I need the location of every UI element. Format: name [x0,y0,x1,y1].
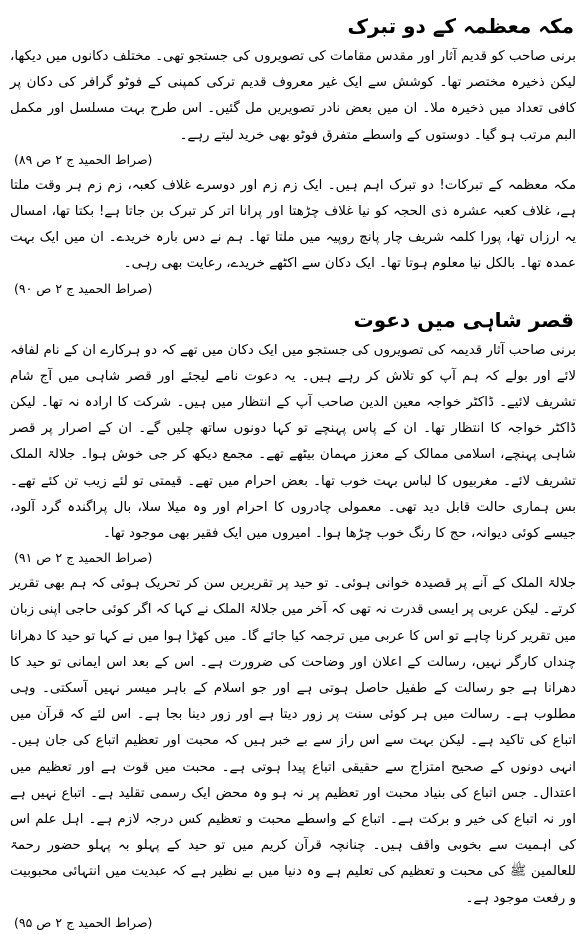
paragraph-text: مکہ معظمہ کے تبرکات! دو تبرک اہم ہیں۔ ایک زم زم اور دوسرے غلاف کعبہ، زم زم ہر وقت ملتا ہے، غلاف کعبہ عشرہ ذی الحجہ کو نیا غلاف چڑھتا اور پرانا اتر کر تبرک بن جاتا ہے! بکتا تھا، امسال یہ ارزاں تھا، پورا کلمہ شریف چار پانچ روپیہ میں ملتا تھا۔ ہم نے دس بارہ خریدے۔ ان میں ایک بہت عمدہ تھا۔ بالکل نیا معلوم ہوتا تھا۔ ایک دکان سے اکٹھے خریدے، رعایت بھی رہی۔ [10,177,576,272]
citation [14,547,576,569]
paragraph-invitation [10,338,576,548]
citation-text: (صراط الحمید ج ۲ ص ۹۵) [14,914,153,930]
paragraph-tabarrukat [10,173,576,278]
citation [14,278,576,300]
citation-text: (صراط الحمید ج ۲ ص ۹۰) [14,280,153,296]
paragraph-text: برنی صاحب کو قدیم آثار اور مقدس مقامات کی تصویروں کی جستجو تھی۔ مختلف دکانوں میں دیکھا، لیکن ذخیرہ مختصر تھا۔ کوشش سے ایک غیر معروف قدیم ترکی کمپنی کے فوٹو گرافر کی دکان پر کافی تعداد میں ذخیرہ ملا۔ ان میں بعض نادر تصویریں مل گئیں۔ اس طرح بہت مسلسل اور مکمل البم مرتب ہو گیا۔ دوستوں کے واسطے متفرق فوٹو بھی خرید لیتے رہے۔ [10,49,576,143]
section-heading-qasr-shahi: قصر شاہی میں دعوت [353,307,574,332]
citation [14,912,576,934]
section-heading-makkah-tabarruk: مکہ معظمہ کے دو تبرک [347,14,574,38]
paragraph-speech [10,571,576,912]
paragraph-text: جلالۃ الملک کے آنے پر قصیدہ خوانی ہوئی۔ تو حید پر تقریریں سن کر تحریک ہوئی کہ ہم بھی تقریر کرتے۔ لیکن عربی پر ایسی قدرت نہ تھی کہ آخر میں جلالۃ الملک نے کہا کہ اگر کوئی حاجی اپنی زبان میں تقریر کرنا چاہے تو اس کا عربی میں ترجمہ کیا جائے گا۔ میں کھڑا ہوا میں نے کہا تو حید کا دھرانا چنداں کارگر نہیں، رسالت کے اعلان اور وضاحت کی ضرورت ہے۔ اس کے بعد اس ایمانی تو حید کا دھرانا ہے جو رسالت کے طفیل حاصل ہوتی ہے اور جو اسلام کے باہر میسر نہیں آسکتی۔ وہی مطلوب ہے۔ رسالت میں ہر کوئی سنت پر زور دیتا ہے اور زور دینا بجا ہے۔ اس لئے کہ قرآن میں اتباع کی تاکید ہے۔ لیکن بہت سے اس راز سے بے خبر ہیں کہ محبت اور تعظیم اتباع کی جان ہیں۔ انہی دونوں کے صحیح امتزاج سے حقیقی اتباع پیدا ہوتی ہے۔ محبت میں قوت ہے اور تعظیم میں اعتدال۔ جس اتباع کی بنیاد محبت اور تعظیم پر نہ ہو وہ محض ایک رسمی تقلید ہے۔ اتباع نہیں ہے اور نہ اتباع کی خیر و برکت ہے۔ اتباع کے واسطے محبت و تعظیم کس درجہ لازم ہے۔ اہل علم اس کی اہمیت سے بخوبی واقف ہیں۔ چنانچہ قرآن کریم میں تو حید کے پہلو بہ پہلو حضور رحمۃ للعالمین ﷺ کی محبت و تعظیم کی تعلیم ہے وہ دنیا میں بے نظیر ہے کہ عبدیت میں انتہائی محبوبیت و رفعت موجود ہے۔ [10,576,576,906]
citation-text: (صراط الحمید ج ۲ ص ۸۹) [14,151,153,167]
paragraph-text: برنی صاحب آثار قدیمہ کی تصویروں کی جستجو میں ایک دکان میں تھے کہ دو ہرکارے ان کے نام لفافہ لائے اور بولے کہ ہم آپ کو تلاش کر رہے ہیں۔ یہ دعوت نامے لیجئے اور قصر شاہی میں آج شام تشریف لائیے۔ ڈاکٹر خواجہ معین الدین صاحب آپ کے انتظار میں ہیں۔ شرکت کا ارادہ نہ تھا۔ لیکن ڈاکٹر خواجہ کا انتظار تھا۔ ان کے پاس پہنچے تو کہا دونوں ساتھ چلیں گے۔ ان کے اصرار پر قصر شاہی پہنچے، اسلامی ممالک کے معزز مہمان بیٹھے تھے۔ مجمع دیکھ کر جی خوش ہوا۔ جلالۃ الملک تشریف لائے۔ مغربیوں کا لباس بہت خوب تھا۔ بعض احرام میں تھے۔ قیمتی تو لئے زیب تن کئے تھے۔ بس ہماری حالت قابل دید تھی۔ معمولی چادروں کا احرام اور وہ میلا سلا، بال پراگندہ گرد آلود، جیسے کوئی دیوانہ، حج کا رنگ خوب چڑھا ہوا۔ امیروں میں ایک فقیر بھی موجود تھا۔ [10,342,576,542]
paragraph-photos [10,44,576,149]
citation [14,149,576,171]
citation-text: (صراط الحمید ج ۲ ص ۹۱) [14,550,153,566]
